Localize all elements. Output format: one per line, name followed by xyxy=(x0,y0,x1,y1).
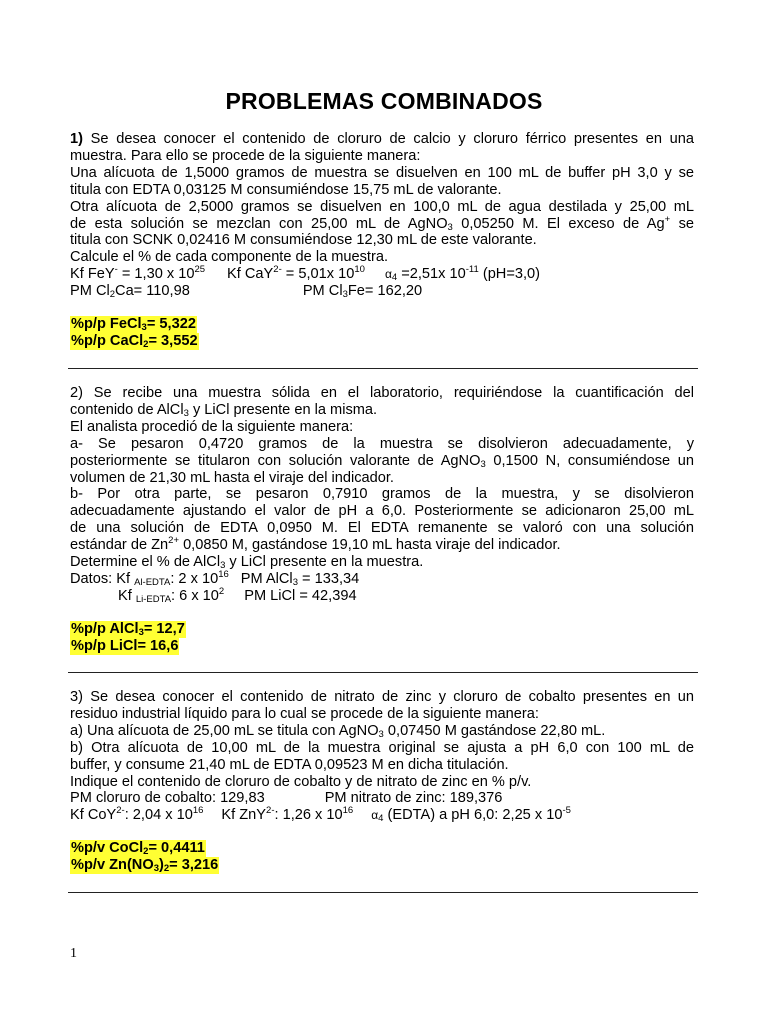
problem-1 xyxy=(70,131,694,350)
section-divider xyxy=(68,672,698,673)
answer-highlight: %p/p LiCl= 16,6 xyxy=(71,637,179,654)
problem-1-line: titula con SCNK 0,02416 M consumiéndose 12,30 mL de este valorante. xyxy=(70,232,537,249)
problem-3-line: a) Una alícuota de 25,00 mL se titula con AgNO$_3$ 0,07450 M gastándose 22,80 mL. xyxy=(70,722,606,740)
problem-3-constants: Kf CoY$^{2-}$: 2,04 x $10^{16}$ Kf ZnY$^{2-}$: 1,26 x $10^{16}$ $\alpha_4$ (EDTA) a pH 6,0: 2,25 x $10^{-5}$ xyxy=(70,805,571,825)
answer-highlight: %p/v $Zn(NO_3)_2= 3,216$ xyxy=(71,857,219,875)
problem-1-constants: Kf FeY- = 1,30 x $10^{25}$ Kf CaY$^{2-}$ = 5,01x $10^{10}$ $\alpha_4 =2,51x$ $10^{-11}$ (pH=3,0) xyxy=(70,264,541,284)
problem-2-line: de una solución de EDTA 0,0950 M. El EDTA remanente se valoró con una solución xyxy=(70,520,694,537)
problem-2-line: estándar de $Zn^{2+}$ 0,0850 M, gastándose 19,10 mL hasta viraje del indicador. xyxy=(70,535,561,554)
page-title: PROBLEMAS COMBINADOS xyxy=(225,88,543,114)
problem-1-line: 1) Se desea conocer el contenido de cloruro de calcio y cloruro férrico presentes en una xyxy=(70,131,694,147)
problem-1-line: de esta solución se mezclan con 25,00 mL de AgNO$_3$ 0,05250 M. El exceso de Ag+ se xyxy=(70,213,694,233)
problem-2-line: contenido de AlCl$_3$ y LiCl presente en la misma. xyxy=(70,401,378,419)
problem-2-data: Datos: Kf $_{Al-EDTA}$: 2 x $10^{16}$ PM AlCl$_3$ = 133,34 xyxy=(70,568,360,588)
problem-1-number: 1) xyxy=(70,131,83,147)
problem-2-line: b- Por otra parte, se pesaron 0,7910 gramos de la muestra, y se disolvieron xyxy=(70,486,694,503)
problem-2-line: El analista procedió de la siguiente manera: xyxy=(70,418,354,435)
problem-1-line: Una alícuota de 1,5000 gramos de muestra se disuelven en 100 mL de buffer pH 3,0 y se xyxy=(70,164,694,181)
problem-2-line: 2) Se recibe una muestra sólida en el laboratorio, requiriéndose la cuantificación del xyxy=(70,385,694,401)
problem-1-line: titula con EDTA 0,03125 M consumiéndose 15,75 mL de valorante. xyxy=(70,181,502,198)
problem-2-line: Determine el % de AlCl$_3$ y LiCl presente en la muestra. xyxy=(70,554,424,572)
problem-1-line: Otra alícuota de 2,5000 gramos se disuelven en 100,0 mL de agua destilada y 25,00 mL xyxy=(70,198,694,215)
problem-3 xyxy=(70,689,694,874)
problem-1-molar-masses: PM $Cl_2Ca= 110,98$ PM $Cl_3Fe= 162,20$ xyxy=(70,283,423,301)
problem-3-molar-masses: PM cloruro de cobalto: 129,83 PM nitrato de zinc: 189,376 xyxy=(70,790,503,807)
problem-2-data: Kf $_{Li-EDTA}$: 6 x $10^2$ PM LiCl = 42,394 xyxy=(118,585,357,605)
problem-2-line: volumen de 21,30 mL hasta el viraje del indicador. xyxy=(70,469,394,486)
problem-3-answers xyxy=(70,840,694,874)
problem-2-line: a- Se pesaron 0,4720 gramos de la muestra se disolvieron adecuadamente, y xyxy=(70,435,694,452)
problem-1-answers xyxy=(70,316,694,350)
page-number: 1 xyxy=(70,946,77,961)
section-divider xyxy=(68,892,698,893)
answer-highlight: %p/v CoCl$_2$= 0,4411 xyxy=(71,840,205,858)
problem-1-line: muestra. Para ello se procede de la siguiente manera: xyxy=(70,147,421,164)
problem-3-line: buffer, y consume 21,40 mL de EDTA 0,09523 M en dicha titulación. xyxy=(70,756,509,773)
problem-3-line: b) Otra alícuota de 10,00 mL de la muestra original se ajusta a pH 6,0 con 100 mL de xyxy=(70,739,694,756)
problem-2-line: posteriormente se titularon con solución valorante de AgNO$_3$ 0,1500 N, consumiéndose un xyxy=(70,452,694,470)
answer-highlight: %p/p CaCl$_2$= 3,552 xyxy=(71,332,198,350)
problem-3-line: Indique el contenido de cloruro de cobalto y de nitrato de zinc en % p/v. xyxy=(70,773,532,790)
problem-3-line: 3) Se desea conocer el contenido de nitrato de zinc y cloruro de cobalto presentes en un xyxy=(70,689,694,705)
answer-highlight: %p/p FeCl$_3$= 5,322 xyxy=(71,316,196,334)
problem-1-line: Calcule el % de cada componente de la muestra. xyxy=(70,249,389,266)
problem-2-line: adecuadamente ajustando el valor de pH a 6,0. Posteriormente se adicionaron 25,00 mL xyxy=(70,503,694,520)
answer-highlight: %p/p AlCl$_3$= 12,7 xyxy=(71,620,185,638)
problem-3-line: residuo industrial líquido para lo cual se procede de la siguiente manera: xyxy=(70,705,539,722)
problem-2 xyxy=(70,385,694,655)
problem-2-answers xyxy=(70,621,694,655)
section-divider xyxy=(68,368,698,369)
